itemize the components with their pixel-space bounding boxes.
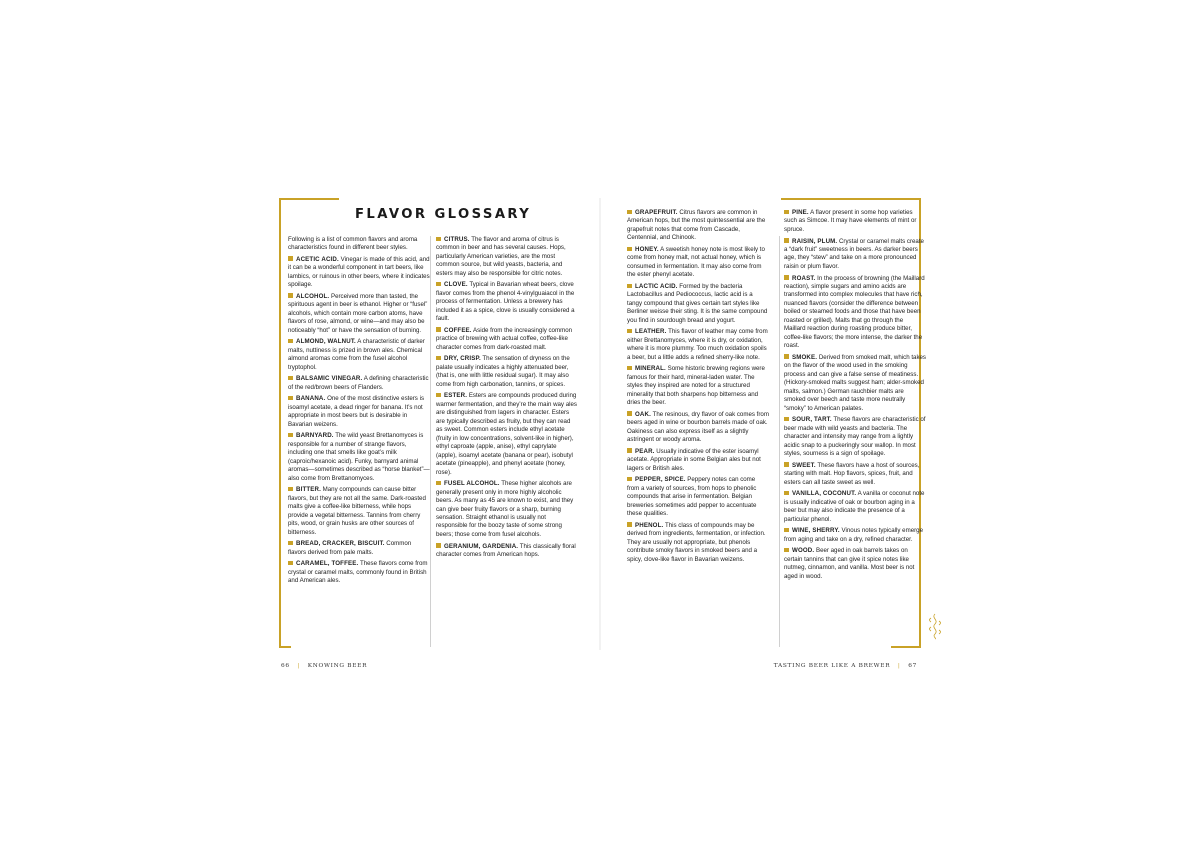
glossary-entry [784,354,926,413]
glossary-term: WINE, SHERRY. [792,527,840,535]
gold-square-bullet-icon [627,284,632,289]
running-head-right: TASTING BEER LIKE A BREWER [773,663,891,669]
glossary-definition: This flavor of leather may come from either Brettanomyces, where it is dry, or oxidation, where it is more plummy. Too much oxidation spoils a beer, but a little adds a refined sherry-like note. [627,328,768,361]
glossary-definition: These flavors have a host of sources, starting with malt. Hop flavors, spices, fruit, and esters can all taste sweet as well. [784,461,920,486]
left-page-folio [281,663,367,669]
glossary-entry [627,246,769,280]
folio-separator-left: | [297,663,301,669]
glossary-entry [627,448,769,473]
glossary-definition: Aside from the increasingly common practice of brewing with actual coffee, coffee-like character comes from dark-roasted malt. [436,326,573,351]
page-number-right: 67 [908,663,917,669]
glossary-definition: These higher alcohols are generally present only in more highly alcoholic beers. As many as 45 are known to exist, and they can give beer fruity flavors or a sharp, burning sensation. Straight ethanol is usually not responsible for the boozy taste of some strong beers; those come from fusel alcohols. [436,480,574,538]
glossary-column-3 [627,209,769,567]
glossary-definition: Vinegar is made of this acid, and it can be a wonderful component in tart beers, like lambics, or ruinous in other beers, where it indicates spoilage. [288,255,430,289]
gold-square-bullet-icon [784,354,789,359]
glossary-term: LACTIC ACID. [635,283,678,290]
glossary-definition: The wild yeast Brettanomyces is responsible for a number of strange flavors, including one that smells like goat’s milk (caproic/hexanoic acid). Funky, barnyard animal aromas—sometimes described as “horse blanket”—also come from Brettanomyces. [288,432,430,482]
glossary-term: GERANIUM, GARDENIA. [444,542,519,550]
gold-square-bullet-icon [784,210,789,215]
glossary-definition: Formed by the bacteria Lactobacillus and Pediococcus, lactic acid is a tangy compound that gives certain tart styles like Berliner weisse their sting. It is the same compound you find in sourdough bread and yogurt. [627,283,768,324]
page-title: FLAVOR GLOSSARY [355,207,532,222]
glossary-entry [436,480,578,539]
glossary-definition: Many compounds can cause bitter flavors, but they are not all the same. Dark-roasted malts give a coffee-like bitterness, while hops provide a vegetal bitterness. Tannins from cherry pits, wood, or grain husks are other sources of bitterness. [288,486,426,536]
glossary-definition: A defining characteristic of the red/brown beers of Flanders. [288,375,429,391]
glossary-entry [436,355,578,389]
page-number-left: 66 [281,663,290,669]
right-frame-bottom-rule [891,646,921,648]
glossary-term: RAISIN, PLUM. [792,237,838,245]
glossary-intro: Following is a list of common flavors and aroma characteristics found in different beer styles. [288,236,418,252]
left-frame-top-rule [279,198,339,200]
glossary-term: BARNYARD. [296,432,334,440]
glossary-entry [436,236,578,278]
glossary-entry [288,560,430,585]
glossary-definition: The flavor and aroma of citrus is common in beer and has several causes. Hops, particularly American varieties, are the most common source, but wild yeasts, bacteria, and esters may also be responsible for citric notes. [436,236,566,277]
gold-square-bullet-icon [784,528,789,533]
gold-square-bullet-icon [436,393,441,398]
running-head-left: KNOWING BEER [307,663,368,669]
glossary-term: ALCOHOL. [296,292,330,300]
gold-square-bullet-icon [627,411,632,416]
gold-square-bullet-icon [784,417,789,422]
glossary-entry [784,490,926,524]
glossary-entry [627,365,769,407]
gold-square-bullet-icon [288,376,293,381]
glossary-column-4 [784,209,926,584]
glossary-column-2 [436,236,578,563]
glossary-entry [288,338,430,372]
glossary-entry [784,275,926,351]
glossary-entry [288,486,430,537]
gold-square-bullet-icon [288,541,293,546]
glossary-term: HONEY. [635,246,659,253]
gold-square-bullet-icon [436,543,441,548]
gold-square-bullet-icon [436,327,441,332]
book-gutter [599,198,601,650]
glossary-entry [784,547,926,581]
hop-doodle-icon [925,612,945,640]
glossary-term: COFFEE. [444,326,472,334]
glossary-term: ESTER. [444,392,468,400]
glossary-definition: A sweetish honey note is most likely to come from honey malt, not actual honey, which is consumed in fermentation. It may also come from the ester phenyl acetate. [627,246,765,279]
glossary-term: ALMOND, WALNUT. [296,338,356,346]
glossary-term: DRY, CRISP. [444,355,481,363]
gold-square-bullet-icon [288,561,293,566]
glossary-term: PEAR. [635,447,655,455]
glossary-definition: In the process of browning (the Maillard reaction), simple sugars and amino acids are transformed into complex molecules that have rich, nuanced flavors (consider the difference between boiled or steamed foods and those that have been roasted or grilled). Malts that go through the Maillard reaction during roasting produce bitter, coffee-like flavors; the more intense, the darker the roast. [784,274,925,350]
glossary-entry [288,395,430,429]
glossary-term: OAK. [635,410,651,418]
glossary-entry [436,281,578,323]
glossary-definition: Beer aged in oak barrels takes on certain tannins that can give it spice notes like nutmeg, cinnamon, and vanilla. Most beer is not aged in wood. [784,547,915,580]
gold-square-bullet-icon [288,339,293,344]
gold-square-bullet-icon [288,396,293,401]
glossary-definition: A vanilla or coconut note is usually indicative of oak or bourbon aging in a beer but may also indicate the presence of a particular phenol. [784,490,925,523]
glossary-term: MINERAL. [635,365,666,373]
glossary-entry [627,328,769,362]
glossary-entry [784,527,926,544]
glossary-definition: Usually indicative of the ester isoamyl acetate. Appropriate in some Belgian ales but not lagers or British ales. [627,447,761,472]
gold-square-bullet-icon [627,448,632,453]
glossary-term: PINE. [792,209,809,216]
glossary-term: SWEET. [792,461,816,469]
gold-square-bullet-icon [627,247,632,252]
gold-square-bullet-icon [784,462,789,467]
glossary-entry [288,540,430,557]
glossary-term: CITRUS. [444,236,470,243]
gold-square-bullet-icon [627,477,632,482]
glossary-term: ROAST. [792,274,816,282]
gold-square-bullet-icon [436,282,441,287]
glossary-entry [784,462,926,487]
glossary-term: WOOD. [792,547,815,555]
gold-square-bullet-icon [288,293,293,298]
glossary-term: BREAD, CRACKER, BISCUIT. [296,540,385,548]
glossary-column-1 [288,236,430,589]
glossary-definition: A flavor present in some hop varieties such as Simcoe. It may have elements of mint or spruce. [784,209,917,233]
glossary-definition: These flavors are characteristic of beer made with wild yeasts and bacteria. The character and intensity may range from a lightly acidic snap to a puckeringly sour wallop. In most styles, sourness is a sign of spoilage. [784,416,926,457]
right-page-folio [774,663,917,669]
glossary-term: BITTER. [296,486,321,494]
glossary-definition: Peppery notes can come from a variety of sources, from hops to phenolic compounds that arise in fermentation. Belgian breweries sometimes add pepper to accentuate these qualities. [627,476,757,518]
glossary-entry [288,256,430,290]
glossary-entry [436,543,578,560]
gold-square-bullet-icon [784,491,789,496]
glossary-entry [627,476,769,518]
glossary-term: CLOVE. [444,281,468,289]
glossary-definition: This classically floral character comes from American hops. [436,542,576,558]
glossary-definition: Vinous notes typically emerge from aging and take on a dry, refined character. [784,527,923,543]
glossary-entry [784,238,926,272]
glossary-entry [288,293,430,335]
glossary-term: PHENOL. [635,521,664,529]
glossary-definition: Derived from smoked malt, which takes on the flavor of the wood used in the smoking process and can give a false sense of meatiness. (Hickory-smoked malts suggest ham; alder-smoked malts, salmon.) German rauchbier malts are smoked over beech and taste more neutrally “smoky” to American palates. [784,353,926,412]
glossary-definition: These flavors come from crystal or caramel malts, commonly found in British and American ales. [288,560,428,585]
gold-square-bullet-icon [288,433,293,438]
glossary-definition: The sensation of dryness on the palate usually indicates a highly attenuated beer, (that is, one with little residual sugar). It may also come from high carbonation, tannins, or spices. [436,355,570,388]
right-frame-top-rule [781,198,921,200]
glossary-definition: One of the most distinctive esters is isoamyl acetate, a dead ringer for banana. It’s not appropriate in most beers but is desirable in Bavarian weizens. [288,395,425,428]
gold-square-bullet-icon [436,237,441,242]
glossary-definition: Typical in Bavarian wheat beers, clove flavor comes from the phenol 4-vinylguaiacol in the process of fermentation. Unless a brewery has included it as a spice, clove is usually considered a fault. [436,281,575,323]
glossary-definition: Some historic brewing regions were famous for their hard, mineral-laden water. The styles they inspired are noted for a structured minerality that both sharpens hop bitterness and dries the beer. [627,365,765,407]
gold-square-bullet-icon [627,522,632,527]
gold-square-bullet-icon [784,548,789,553]
glossary-entry [288,432,430,483]
glossary-entry [627,209,769,243]
glossary-definition: Perceived more than tasted, the spirituous agent in beer is ethanol. Higher or “fusel” alcohols, which contain more carbon atoms, have flavors of rose, almond, or wine—and may also be noticeably “hot” or have the sensation of burning. [288,292,428,334]
glossary-term: LEATHER. [635,328,667,336]
glossary-definition: The resinous, dry flavor of oak comes from beers aged in wine or bourbon barrels made of oak. Oakiness can also express itself as a slightly astringent or woody aroma. [627,410,769,444]
gold-square-bullet-icon [436,481,441,486]
glossary-entry [436,392,578,477]
gold-square-bullet-icon [784,275,789,280]
glossary-term: GRAPEFRUIT. [635,209,678,216]
glossary-definition: A characteristic of darker malts, nuttiness is prized in brown ales. Chemical almond aromas come from the fusel alcohol tryptophol. [288,338,425,371]
glossary-definition: Crystal or caramel malts create a “dark fruit” sweetness in beers. As darker beers age, they “stew” and take on a more pronounced raisin or plum flavor. [784,237,924,270]
glossary-entry [784,416,926,458]
glossary-term: BALSAMIC VINEGAR. [296,375,363,383]
column-divider-left [430,236,431,647]
glossary-definition: Citrus flavors are common in American hops, but the most quintessential are the grapefruit notes that come from Cascade, Centennial, and Chinook. [627,209,766,242]
gold-square-bullet-icon [627,366,632,371]
glossary-term: SMOKE. [792,353,818,361]
gold-square-bullet-icon [784,238,789,243]
glossary-entry [627,283,769,325]
glossary-definition: This class of compounds may be derived from ingredients, fermentation, or infection. They are usually not appropriate, but phenols contribute smoky flavors in smoked beers and a spicy, clove-like flavor in Bavarian weizens. [627,521,766,563]
column-divider-right [779,236,780,647]
glossary-entry [627,522,769,564]
glossary-term: FUSEL ALCOHOL. [444,480,500,488]
glossary-term: VANILLA, COCONUT. [792,490,857,498]
glossary-entry [784,209,926,234]
glossary-term: CARAMEL, TOFFEE. [296,560,359,568]
glossary-term: SOUR, TART. [792,416,832,424]
gold-square-bullet-icon [627,210,632,215]
glossary-entry [288,375,430,392]
folio-separator-right: | [897,663,901,669]
gold-square-bullet-icon [288,256,293,261]
gold-square-bullet-icon [627,329,632,334]
glossary-term: ACETIC ACID. [296,255,339,263]
glossary-entry [436,327,578,352]
gold-square-bullet-icon [436,356,441,361]
glossary-term: BANANA. [296,395,326,403]
glossary-definition: Esters are compounds produced during warmer fermentation, and they’re the main way ales are distinguished from lagers in character. Esters are typically described as fruity, but they can read as sweet. Common esters include ethyl acetate (fruity in low concentrations, solvent-like in higher), ethyl caproate (apple, anise), ethyl caprylate (apple), isoamyl acetate (banana or pear), isobutyl acetate (pineapple), and phenyl acetate (honey, rose). [436,392,577,476]
gold-square-bullet-icon [288,487,293,492]
glossary-term: PEPPER, SPICE. [635,476,686,484]
glossary-definition: Common flavors derived from pale malts. [288,540,412,556]
glossary-entry [627,411,769,445]
